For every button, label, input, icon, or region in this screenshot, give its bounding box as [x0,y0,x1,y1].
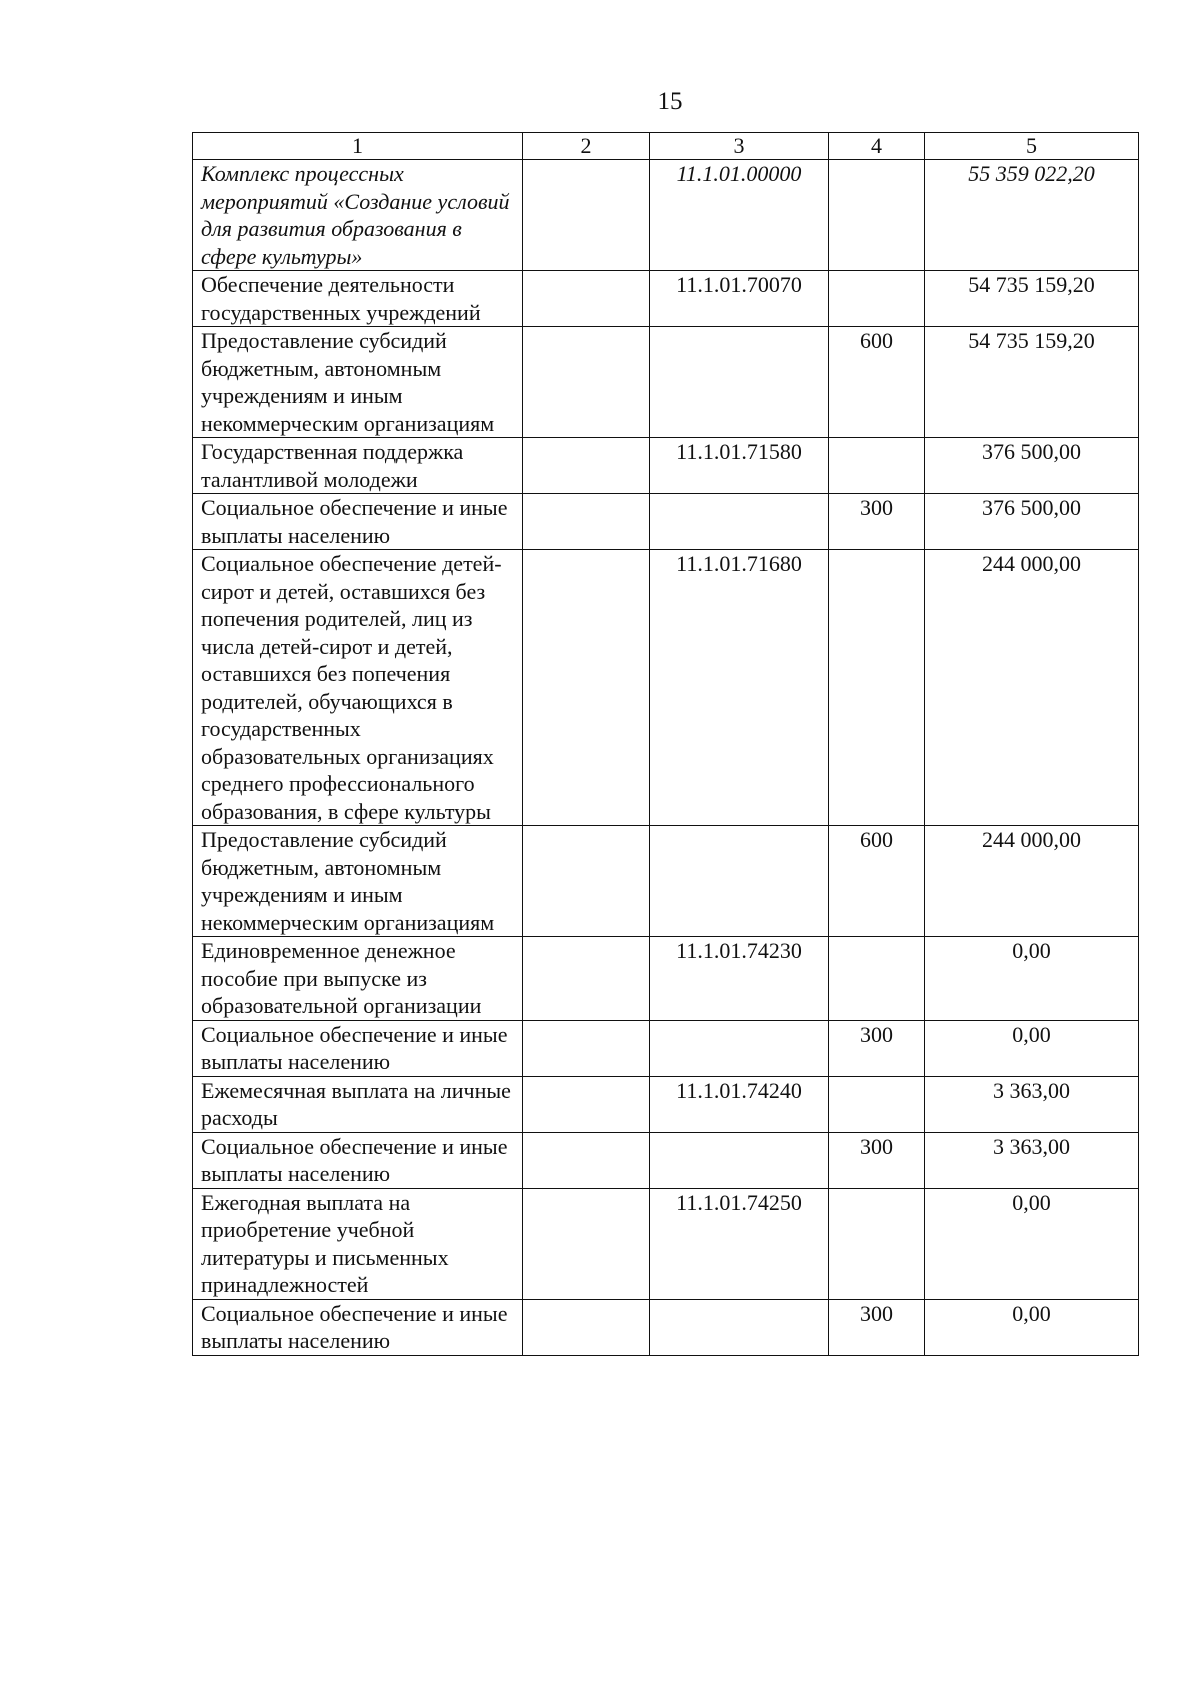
amount-cell: 376 500,00 [925,438,1139,494]
amount-cell: 244 000,00 [925,550,1139,826]
table-row [193,550,1139,826]
target-code-cell [650,1299,829,1355]
section-code-cell [523,1132,650,1188]
column-header-4: 4 [829,133,925,160]
amount-cell: 0,00 [925,1188,1139,1299]
section-code-cell [523,1188,650,1299]
column-header-1: 1 [193,133,523,160]
expense-type-cell [829,550,925,826]
target-code-cell: 11.1.01.70070 [650,271,829,327]
target-code-cell: 11.1.01.71680 [650,550,829,826]
expense-type-cell [829,438,925,494]
expense-type-cell: 600 [829,826,925,937]
section-code-cell [523,160,650,271]
item-name-cell: Ежегодная выплата на приобретение учебной литературы и письменных принадлежностей [193,1188,523,1299]
section-code-cell [523,494,650,550]
expense-type-cell: 300 [829,1020,925,1076]
target-code-cell [650,494,829,550]
table-row [193,271,1139,327]
column-header-5: 5 [925,133,1139,160]
column-header-2: 2 [523,133,650,160]
expense-type-cell [829,1076,925,1132]
section-code-cell [523,438,650,494]
target-code-cell: 11.1.01.74250 [650,1188,829,1299]
section-code-cell [523,937,650,1021]
expense-type-cell: 300 [829,1132,925,1188]
target-code-cell [650,1132,829,1188]
table-row [193,1020,1139,1076]
item-name-cell: Государственная поддержка талантливой молодежи [193,438,523,494]
column-header-3: 3 [650,133,829,160]
target-code-cell: 11.1.01.00000 [650,160,829,271]
table-row [193,1299,1139,1355]
amount-cell: 376 500,00 [925,494,1139,550]
amount-cell: 54 735 159,20 [925,271,1139,327]
item-name-cell: Социальное обеспечение и иные выплаты населению [193,1299,523,1355]
amount-cell: 0,00 [925,1299,1139,1355]
section-code-cell [523,1020,650,1076]
section-code-cell [523,327,650,438]
header-row [193,133,1139,160]
budget-table [192,132,1139,1356]
item-name-cell: Обеспечение деятельности государственных учреждений [193,271,523,327]
table-row [193,327,1139,438]
expense-type-cell [829,271,925,327]
amount-cell: 244 000,00 [925,826,1139,937]
amount-cell: 3 363,00 [925,1132,1139,1188]
table-row [193,937,1139,1021]
table-row [193,1188,1139,1299]
section-code-cell [523,1299,650,1355]
amount-cell: 3 363,00 [925,1076,1139,1132]
section-code-cell [523,550,650,826]
amount-cell: 55 359 022,20 [925,160,1139,271]
item-name-cell: Социальное обеспечение и иные выплаты населению [193,494,523,550]
expense-type-cell: 300 [829,494,925,550]
table-row [193,826,1139,937]
item-name-cell: Социальное обеспечение детей-сирот и детей, оставшихся без попечения родителей, лиц из числа детей-сирот и детей, оставшихся без попечения родителей, обучающихся в государственных образовательных организациях среднего профессионального образования, в сфере культуры [193,550,523,826]
item-name-cell: Социальное обеспечение и иные выплаты населению [193,1132,523,1188]
expense-type-cell [829,1188,925,1299]
item-name-cell: Единовременное денежное пособие при выпуске из образовательной организации [193,937,523,1021]
target-code-cell: 11.1.01.74230 [650,937,829,1021]
table-row [193,494,1139,550]
target-code-cell [650,1020,829,1076]
expense-type-cell [829,160,925,271]
item-name-cell: Ежемесячная выплата на личные расходы [193,1076,523,1132]
table-row [193,438,1139,494]
table-row [193,1076,1139,1132]
section-code-cell [523,1076,650,1132]
expense-type-cell [829,937,925,1021]
target-code-cell: 11.1.01.71580 [650,438,829,494]
item-name-cell: Предоставление субсидий бюджетным, автономным учреждениям и иным некоммерческим организациям [193,826,523,937]
expense-type-cell: 600 [829,327,925,438]
section-code-cell [523,271,650,327]
amount-cell: 0,00 [925,937,1139,1021]
page-number: 15 [657,88,683,115]
table-row [193,1132,1139,1188]
target-code-cell: 11.1.01.74240 [650,1076,829,1132]
table-row [193,160,1139,271]
amount-cell: 0,00 [925,1020,1139,1076]
target-code-cell [650,826,829,937]
section-code-cell [523,826,650,937]
item-name-cell: Социальное обеспечение и иные выплаты населению [193,1020,523,1076]
target-code-cell [650,327,829,438]
item-name-cell: Комплекс процессных мероприятий «Создание условий для развития образования в сфере культуры» [193,160,523,271]
amount-cell: 54 735 159,20 [925,327,1139,438]
expense-type-cell: 300 [829,1299,925,1355]
item-name-cell: Предоставление субсидий бюджетным, автономным учреждениям и иным некоммерческим организациям [193,327,523,438]
